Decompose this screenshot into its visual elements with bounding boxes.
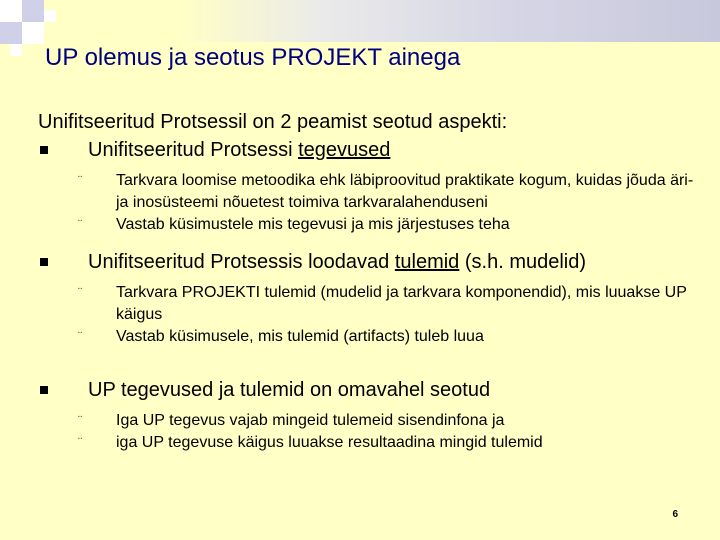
level2-item <box>38 170 708 214</box>
level2-item <box>38 410 708 432</box>
slide-body <box>38 108 708 454</box>
checkbox-bullet-icon: ¨ <box>78 173 83 188</box>
level1-item <box>38 136 708 164</box>
checkbox-bullet-icon: ¨ <box>78 217 83 232</box>
header-band <box>0 0 720 42</box>
corner-square-decoration <box>10 44 22 56</box>
corner-square-decoration <box>0 0 22 22</box>
level1-item <box>38 376 708 404</box>
square-bullet-icon <box>40 386 48 394</box>
level2-item <box>38 432 708 454</box>
heading-text-after: (s.h. mudelid) <box>459 251 587 273</box>
item-text: Vastab küsimusele, mis tulemid (artifacts) tuleb luua <box>116 328 484 345</box>
item-text: Iga UP tegevus vajab mingeid tulemeid sisendinfona ja <box>116 412 505 429</box>
level2-item <box>38 326 708 348</box>
square-bullet-icon <box>40 258 48 266</box>
slide-title: UP olemus ja seotus PROJEKT ainega <box>45 44 461 71</box>
heading-underlined-text: tulemid <box>394 251 460 273</box>
item-text: Tarkvara PROJEKTI tulemid (mudelid ja tarkvara komponendid), mis luuakse UP käigus <box>116 284 687 323</box>
item-text: iga UP tegevuse käigus luuakse resultaadina mingid tulemid <box>116 434 543 451</box>
heading-underlined-text: tegevused <box>298 139 391 161</box>
heading-text: Unifitseeritud Protsessi <box>88 139 299 161</box>
level1-item <box>38 248 708 276</box>
level2-item <box>38 282 708 326</box>
corner-square-decoration <box>0 22 22 44</box>
corner-square-decoration <box>22 0 44 22</box>
checkbox-bullet-icon: ¨ <box>78 285 83 300</box>
heading-text: UP tegevused ja tulemid on omavahel seotud <box>88 379 491 401</box>
checkbox-bullet-icon: ¨ <box>78 413 83 428</box>
checkbox-bullet-icon: ¨ <box>78 435 83 450</box>
level2-item <box>38 214 708 236</box>
item-text: Tarkvara loomise metoodika ehk läbiproovitud praktikate kogum, kuidas jõuda äri- ja inosüsteemi nõuetest toimiva tarkvaralahenduseni <box>116 172 694 211</box>
corner-square-decoration <box>44 10 56 22</box>
square-bullet-icon <box>40 146 48 154</box>
corner-square-decoration <box>22 22 44 44</box>
intro-text: Unifitseeritud Protsessil on 2 peamist seotud aspekti: <box>38 111 508 133</box>
page-number: 6 <box>672 509 678 520</box>
heading-text: Unifitseeritud Protsessis loodavad <box>88 251 395 273</box>
item-text: Vastab küsimustele mis tegevusi ja mis järjestuses teha <box>116 216 510 233</box>
checkbox-bullet-icon: ¨ <box>78 329 83 344</box>
